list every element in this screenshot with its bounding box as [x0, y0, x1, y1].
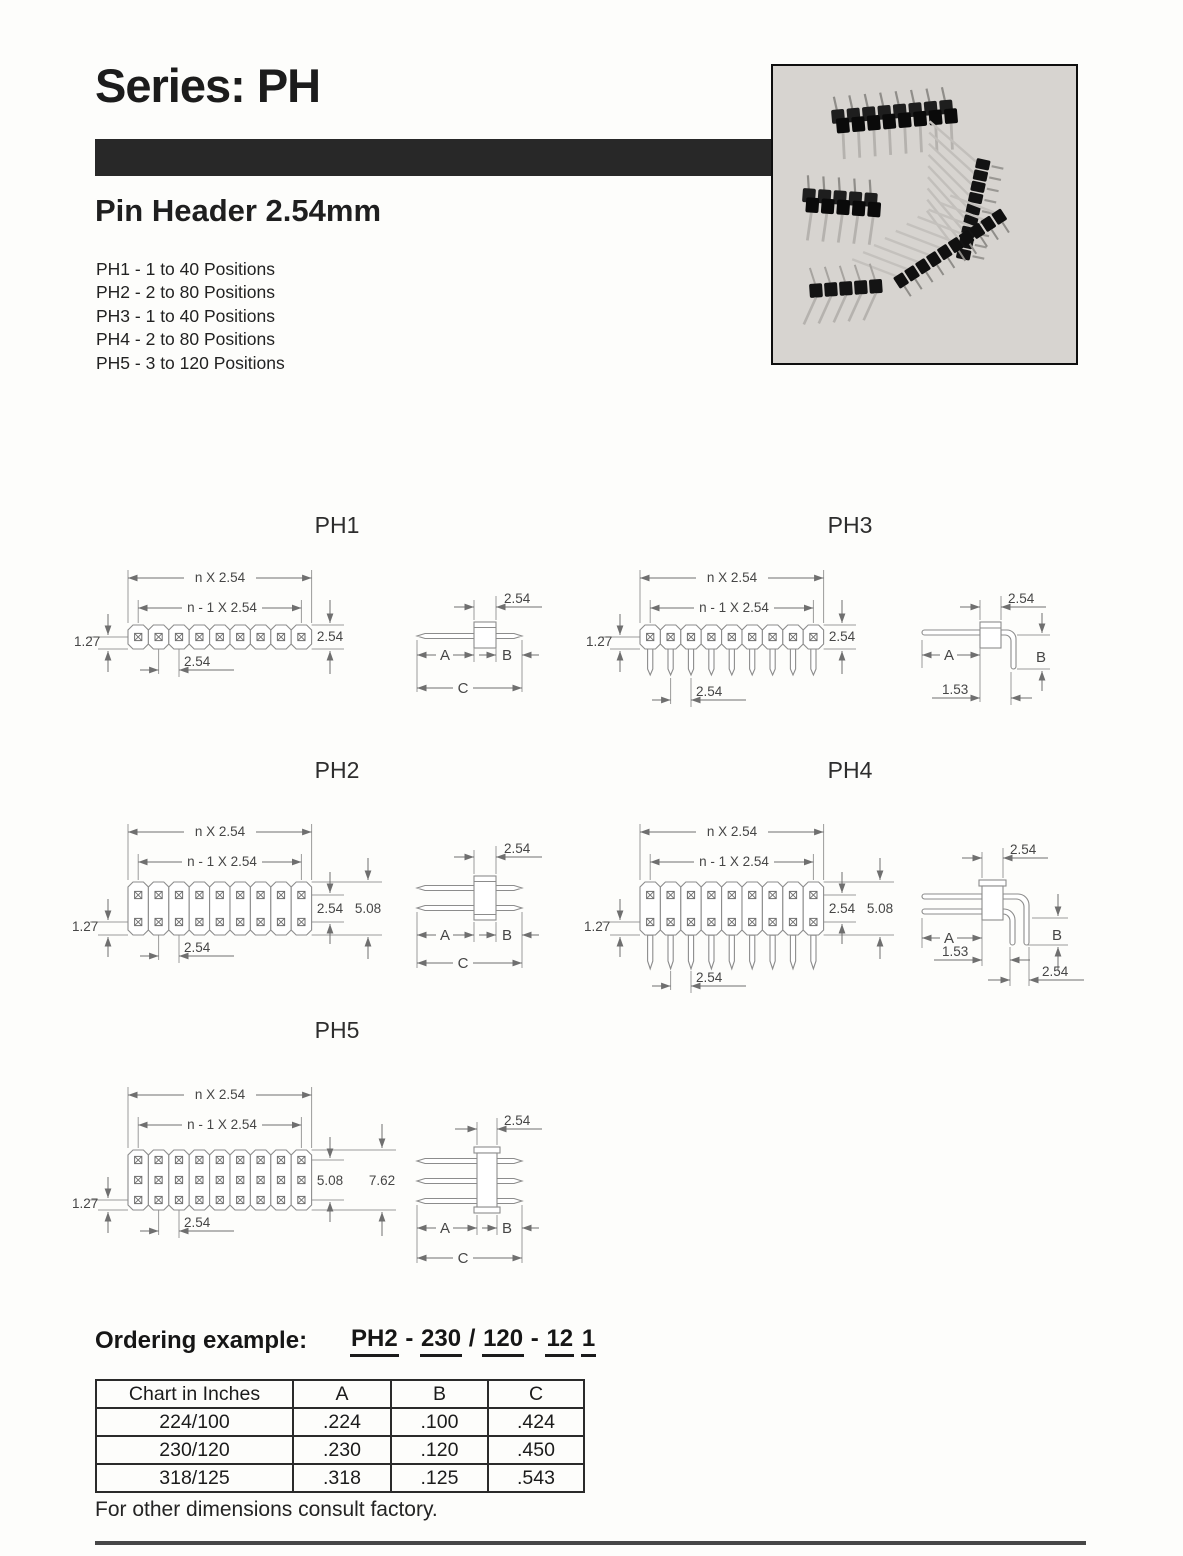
dim-label: n X 2.54 [706, 570, 758, 585]
code-separator: - [398, 1325, 421, 1352]
code-plating: 1 [581, 1325, 596, 1357]
ph3-front-view [586, 570, 856, 707]
ph5-diagram [60, 1050, 560, 1290]
dim-label: 2.54 [504, 591, 531, 606]
dim-label: 5.08 [316, 1173, 344, 1188]
ph5-front-view [72, 1087, 396, 1238]
cell-a: .318 [293, 1464, 391, 1492]
table-header-row [96, 1380, 584, 1408]
code-separator: - [524, 1325, 546, 1352]
dim-b-label: B [501, 1220, 513, 1237]
dim-b-label: B [1052, 927, 1063, 944]
dim-label: 7.62 [368, 1173, 396, 1188]
footer-note: For other dimensions consult factory. [95, 1498, 438, 1521]
bottom-rule [95, 1541, 1086, 1545]
position-line: PH4 - 2 to 80 Positions [96, 329, 275, 350]
ph2-title: PH2 [314, 757, 360, 783]
dim-label: 1.27 [74, 634, 101, 649]
ph3-diagram [580, 550, 1110, 725]
dim-a-label: A [943, 930, 955, 947]
dim-label: 2.54 [184, 940, 211, 955]
dim-label: n - 1 X 2.54 [699, 854, 769, 869]
dim-label: n - 1 X 2.54 [187, 600, 257, 615]
dim-label: 2.54 [1042, 964, 1069, 979]
cell-a: .230 [293, 1436, 391, 1464]
dim-b-label: B [1036, 649, 1047, 666]
header-a: A [293, 1380, 391, 1408]
cell-c: .450 [488, 1436, 584, 1464]
dim-c-label: C [457, 955, 469, 972]
dim-b-label: B [501, 647, 513, 664]
header-chart-in-inches: Chart in Inches [96, 1380, 293, 1408]
dim-label: n - 1 X 2.54 [187, 1117, 257, 1132]
ph4-diagram [580, 790, 1110, 1020]
dim-label: n X 2.54 [706, 824, 758, 839]
position-line: PH5 - 3 to 120 Positions [96, 352, 285, 373]
ph1-title: PH1 [314, 512, 360, 538]
ordering-example-code [350, 1325, 596, 1353]
cell-part: 230/120 [96, 1436, 293, 1464]
cell-part: 224/100 [96, 1408, 293, 1436]
product-photo [771, 64, 1078, 365]
cell-c: .543 [488, 1464, 584, 1492]
pin-header-photo-illustration [773, 66, 1076, 363]
dim-a-label: A [439, 647, 451, 664]
dim-a-label: A [943, 647, 955, 664]
header-b: B [391, 1380, 488, 1408]
dim-label: 2.54 [1008, 591, 1035, 606]
ph2-side-view [417, 841, 542, 972]
dim-label: 2.54 [184, 1215, 211, 1230]
ph3-title: PH3 [827, 512, 873, 538]
dimensions-table [95, 1379, 585, 1493]
dim-label: 1.27 [584, 919, 611, 934]
table-row [96, 1436, 584, 1464]
cell-a: .224 [293, 1408, 391, 1436]
dim-label: 5.08 [866, 901, 894, 916]
dim-a-label: A [439, 1220, 451, 1237]
table-row [96, 1408, 584, 1436]
code-separator [574, 1325, 581, 1352]
position-line: PH2 - 2 to 80 Positions [96, 282, 275, 303]
dim-label: n X 2.54 [194, 1087, 246, 1102]
ph3-side-view [922, 591, 1050, 705]
cell-b: .120 [391, 1436, 488, 1464]
ph4-side-view [922, 842, 1084, 986]
ordering-example-label: Ordering example: [95, 1327, 308, 1354]
dim-label: 2.54 [316, 901, 344, 916]
dim-label: 2.54 [1010, 842, 1037, 857]
positions-list [96, 258, 285, 375]
dim-label: 5.08 [354, 901, 382, 916]
dim-c-label: C [457, 1250, 469, 1267]
ph2-diagram [60, 790, 560, 1000]
header-c: C [488, 1380, 584, 1408]
ph5-side-view [417, 1113, 542, 1267]
dim-label: 2.54 [828, 901, 856, 916]
dim-label: 1.53 [942, 682, 969, 697]
dim-label: n X 2.54 [194, 824, 246, 839]
cell-part: 318/125 [96, 1464, 293, 1492]
dim-a-label: A [439, 927, 451, 944]
product-title: Pin Header 2.54mm [95, 193, 382, 228]
dim-label: 2.54 [316, 629, 344, 644]
dim-label: 1.27 [72, 919, 99, 934]
dim-label: 2.54 [504, 841, 531, 856]
code-dim-b: 120 [482, 1325, 524, 1357]
table-row [96, 1464, 584, 1492]
dim-label: 2.54 [696, 684, 723, 699]
dim-b-label: B [501, 927, 513, 944]
code-series: PH2 [350, 1325, 399, 1357]
dim-label: 2.54 [184, 654, 211, 669]
position-line: PH1 - 1 to 40 Positions [96, 259, 275, 279]
dim-label: 1.27 [586, 634, 613, 649]
code-separator: / [462, 1325, 483, 1352]
ph1-side-view [417, 591, 542, 697]
dim-label: n X 2.54 [194, 570, 246, 585]
dim-label: 2.54 [504, 1113, 531, 1128]
ph5-title: PH5 [314, 1017, 360, 1043]
code-positions: 12 [545, 1325, 574, 1357]
ph2-front-view [72, 824, 382, 963]
ph1-front-view [74, 570, 344, 677]
dim-label: n - 1 X 2.54 [699, 600, 769, 615]
dim-label: 1.53 [942, 944, 969, 959]
ph4-front-view [584, 824, 894, 993]
section-divider-bar [95, 139, 772, 176]
cell-c: .424 [488, 1408, 584, 1436]
ph1-diagram [60, 550, 560, 720]
cell-b: .125 [391, 1464, 488, 1492]
position-line: PH3 - 1 to 40 Positions [96, 305, 275, 326]
dim-label: 2.54 [696, 970, 723, 985]
dim-label: 2.54 [828, 629, 856, 644]
ph4-title: PH4 [827, 757, 873, 783]
cell-b: .100 [391, 1408, 488, 1436]
dim-label: n - 1 X 2.54 [187, 854, 257, 869]
code-dim-a: 230 [420, 1325, 462, 1357]
series-title: Series: PH [95, 59, 321, 112]
dim-c-label: C [457, 680, 469, 697]
dim-label: 1.27 [72, 1196, 99, 1211]
